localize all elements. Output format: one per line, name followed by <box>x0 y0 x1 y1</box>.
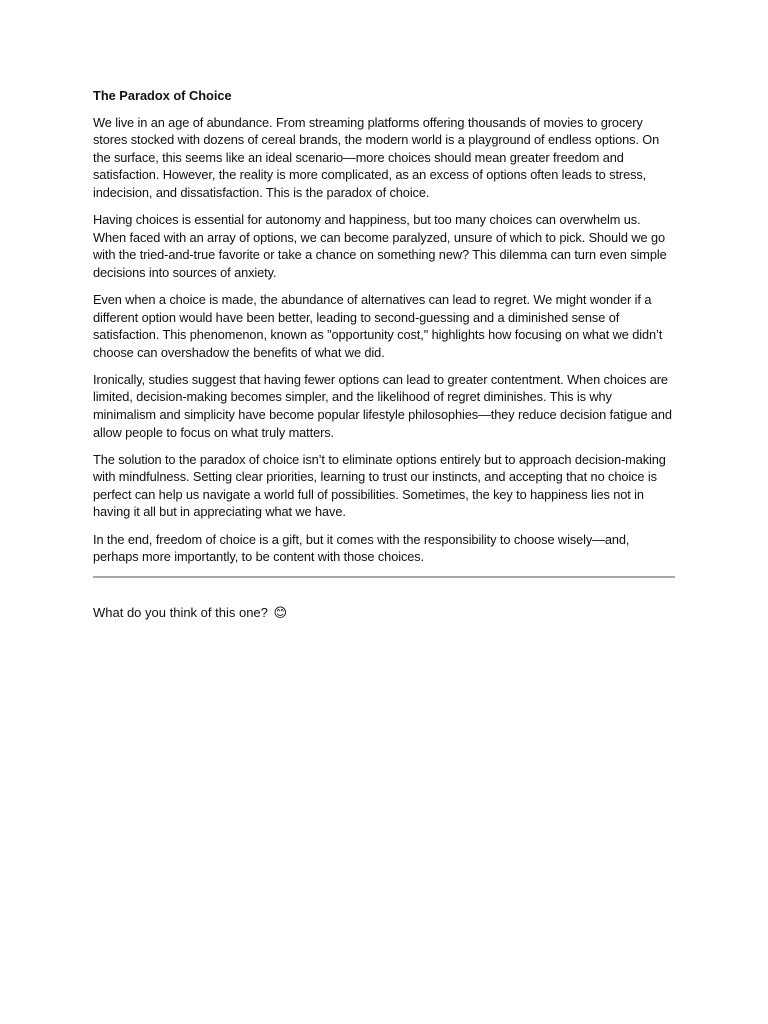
paragraph-3: Even when a choice is made, the abundance of alternatives can lead to regret. We might wonder if a different option would have been better, leading to second-guessing and a diminished sense of satisfaction. This phenomenon, known as "opportunity cost," highlights how focusing on what we didn’t choose can overshadow the benefits of what we did. <box>93 291 663 360</box>
paragraph-2: Having choices is essential for autonomy and happiness, but too many choices can overwhelm us. When faced with an array of options, we can become paralyzed, unsure of which to pick. Should we go with the tried-and-true favorite or take a chance on something new? This dilemma can turn even simple decisions into sources of anxiety. <box>93 212 667 280</box>
document-title: The Paradox of Choice <box>93 88 232 103</box>
horizontal-divider <box>93 576 675 578</box>
paragraph-6: In the end, freedom of choice is a gift, but it comes with the responsibility to choose wisely—and, perhaps more importantly, to be content with those choices. <box>93 531 630 565</box>
paragraph-5: The solution to the paradox of choice isn’t to eliminate options entirely but to approach decision-making with mindfulness. Setting clear priorities, learning to trust our instincts, and accepting that no choice is perfect can help us navigate a world full of possibilities. Sometimes, the key to happiness lies not in having it all but in appreciating what we have. <box>93 451 666 520</box>
closing-question <box>93 604 675 622</box>
paragraph-1: We live in an age of abundance. From streaming platforms offering thousands of movies to grocery stores stocked with dozens of cereal brands, the modern world is a playground of endless options. On the surface, this seems like an ideal scenario—more choices should mean greater freedom and satisfaction. However, the reality is more complicated, as an excess of options often leads to stress, indecision, and dissatisfaction. This is the paradox of choice. <box>93 114 660 200</box>
closing-question-text: What do you think of this one? <box>93 604 268 620</box>
paragraph-4: Ironically, studies suggest that having fewer options can lead to greater contentment. When choices are limited, decision-making becomes simpler, and the likelihood of regret diminishes. This is why minimalism and simplicity have become popular lifestyle philosophies—they reduce decision fatigue and allow people to focus on what truly matters. <box>93 371 672 440</box>
smiling-face-icon: 😊 <box>273 604 288 620</box>
document-page <box>93 87 675 621</box>
